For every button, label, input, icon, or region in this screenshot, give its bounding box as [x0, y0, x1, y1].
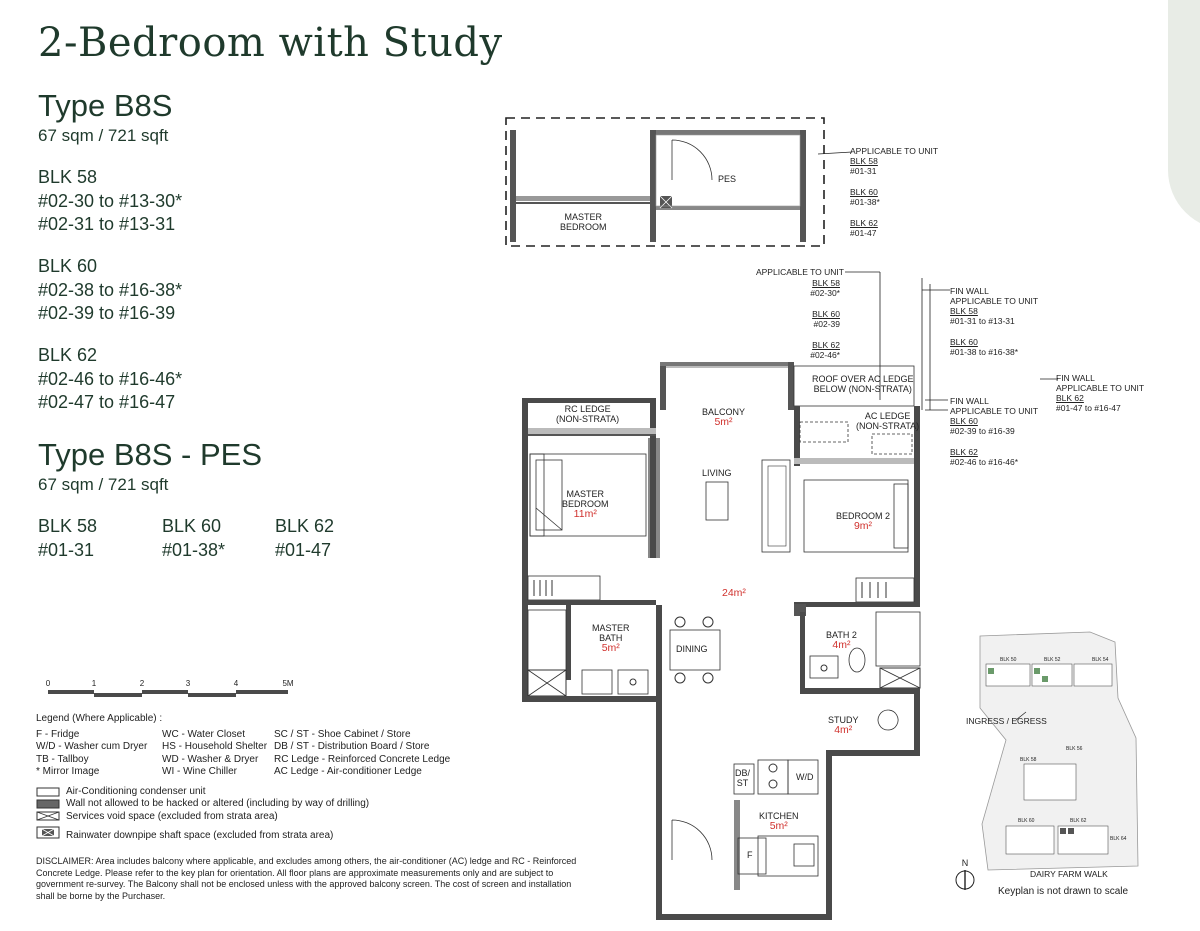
pes-block-62 [275, 515, 334, 562]
ac-condenser-icon [37, 788, 59, 796]
unit-range: #02-46 to #16-46* [38, 368, 183, 389]
callout-line: #01-38 to #16-38* [950, 347, 1019, 357]
pes-inset-plan [500, 110, 830, 250]
fin-wall-callout-3 [1056, 373, 1144, 413]
callout-line: #01-31 to #13-31 [950, 316, 1015, 326]
kitchen-title: KITCHEN [759, 811, 799, 821]
callout-heading: FIN WALL [950, 396, 989, 406]
legend-item: WD - Washer & Dryer [162, 753, 259, 765]
type-b8s-heading: Type B8S [38, 88, 173, 123]
callout-sub: APPLICABLE TO UNIT [950, 296, 1039, 306]
pes-label: PES [718, 174, 737, 184]
scale-tick: 4 [233, 679, 239, 688]
keyplan-block-label: BLK 54 [1092, 657, 1109, 663]
legend-heading: Legend (Where Applicable) : [36, 713, 163, 724]
legend-symbol-label: Rainwater downpipe shaft space (excluded from strata area) [66, 830, 334, 842]
keyplan-block-label: BLK 52 [1044, 657, 1061, 663]
side-tab [1168, 0, 1200, 230]
master-bedroom-title: MASTER [566, 489, 605, 499]
roof-over-ac-ledge-label [812, 374, 914, 394]
living-area-label [722, 588, 746, 598]
unit-range: #02-38 to #16-38* [38, 279, 183, 300]
block-name: BLK 58 [38, 516, 98, 536]
callout-line: BLK 58 [812, 278, 840, 288]
legend-item: * Mirror Image [36, 766, 100, 778]
callout-line: BLK 58 [850, 156, 878, 166]
type-b8s-pes-heading: Type B8S - PES [38, 437, 262, 472]
keyplan-block-label: BLK 58 [1020, 757, 1037, 763]
pes-block-60 [162, 515, 225, 562]
legend-col2 [162, 729, 267, 779]
kitchen-area: 5m² [769, 820, 788, 832]
callout-line: BLK 60 [850, 187, 878, 197]
scale-tick: 1 [91, 679, 97, 688]
legend-symbols [36, 786, 62, 842]
rc-ledge-title: RC LEDGE [564, 404, 611, 414]
balcony-title: BALCONY [702, 407, 746, 417]
legend-item: DB / ST - Distribution Board / Store [274, 741, 430, 753]
scale-bar [36, 676, 306, 700]
living-area: 24m² [722, 587, 746, 599]
keyplan-note: Keyplan is not drawn to scale [998, 886, 1129, 897]
unit-number: #01-31 [38, 539, 95, 560]
bedroom2-title: BEDROOM 2 [836, 511, 891, 521]
legend-item: TB - Tallboy [36, 753, 89, 765]
master-bedroom-label [562, 489, 609, 519]
keyplan-block-label: BLK 64 [1110, 836, 1127, 842]
legend-col1 [36, 729, 147, 779]
ac-ledge-title: AC LEDGE [864, 411, 911, 421]
callout-line: BLK 62 [850, 218, 878, 228]
callout-line: BLK 62 [1056, 393, 1084, 403]
ac-ledge-sub: (NON-STRATA) [856, 421, 920, 431]
living-label: LIVING [702, 468, 732, 478]
unit-number: #01-47 [275, 539, 332, 560]
legend-symbol-label: Services void space (excluded from strata area) [66, 810, 278, 822]
bath2-label [826, 630, 857, 650]
bedroom2-area: 9m² [853, 520, 873, 532]
legend-symbol-labels [66, 786, 369, 843]
ingress-egress-label: INGRESS / EGRESS [966, 716, 1047, 726]
b8s-block-60 [38, 255, 182, 326]
fridge-label: F [747, 850, 753, 860]
fin-wall-3-leader [1040, 374, 1060, 384]
applicable-mid-lines [790, 278, 840, 360]
callout-line: BLK 62 [812, 340, 840, 350]
keyplan-block-label: BLK 62 [1070, 818, 1087, 824]
study-title: STUDY [828, 715, 859, 725]
db-st-label [735, 768, 750, 788]
bedroom2-label [836, 511, 890, 531]
callout-line: BLK 62 [950, 447, 978, 457]
block-name: BLK 60 [162, 516, 222, 536]
callout-line: #01-47 to #16-47 [1056, 403, 1121, 413]
bath2-title: BATH 2 [826, 630, 857, 640]
north-label: N [961, 858, 969, 868]
block-name: BLK 58 [38, 167, 98, 187]
roof-over-line: BELOW (NON-STRATA) [813, 384, 912, 394]
legend-item: SC / ST - Shoe Cabinet / Store [274, 729, 411, 740]
unit-range: #02-47 to #16-47 [38, 392, 176, 412]
scale-tick: 3 [185, 679, 191, 688]
pes-master-bedroom-label: MASTER BEDROOM [560, 212, 607, 232]
structural-wall-icon [37, 800, 59, 808]
callout-sub: APPLICABLE TO UNIT [950, 406, 1039, 416]
callout-line: #02-46* [810, 350, 840, 360]
unit-range: #02-39 to #16-39 [38, 303, 176, 323]
scale-tick: 2 [139, 679, 145, 688]
master-bath-title: BATH [599, 633, 623, 643]
db-st-title: ST [736, 778, 749, 788]
bath2-area: 4m² [832, 639, 851, 651]
db-st-title: DB/ [735, 768, 751, 778]
callout-line: BLK 60 [950, 337, 978, 347]
rc-ledge-sub: (NON-STRATA) [556, 414, 620, 424]
callout-line: #02-30* [810, 288, 840, 298]
unit-range: #02-31 to #13-31 [38, 214, 176, 234]
legend-col3 [274, 729, 450, 779]
keyplan-block-label: BLK 50 [1000, 657, 1017, 663]
block-name: BLK 60 [38, 256, 98, 276]
rainwater-downpipe-icon [37, 827, 59, 838]
master-bedroom-title: BEDROOM [562, 499, 609, 509]
callout-line: BLK 58 [950, 306, 978, 316]
roof-over-line: ROOF OVER AC LEDGE [812, 374, 914, 384]
callout-line: #02-46 to #16-46* [950, 457, 1019, 467]
callout-line: #02-39 [813, 319, 840, 329]
legend-item: WI - Wine Chiller [162, 766, 238, 778]
callout-sub: APPLICABLE TO UNIT [1056, 383, 1145, 393]
type-b8s-pes-area: 67 sqm / 721 sqft [38, 475, 169, 494]
keyplan-block-label: BLK 60 [1018, 818, 1035, 824]
unit-number: #01-38* [162, 539, 226, 560]
callout-heading: FIN WALL [950, 286, 989, 296]
master-bath-title: MASTER [592, 623, 630, 633]
master-bath-label [592, 623, 630, 653]
callout-line: BLK 60 [950, 416, 978, 426]
kitchen-label [759, 811, 799, 831]
type-b8s-area: 67 sqm / 721 sqft [38, 126, 169, 145]
balcony-area: 5m² [714, 416, 733, 428]
page-title: 2-Bedroom with Study [38, 20, 503, 66]
callout-line: #01-47 [850, 228, 877, 238]
pes-block-58 [38, 515, 97, 562]
scale-tick: 5M [282, 679, 294, 688]
legend-item: HS - Household Shelter [162, 741, 268, 753]
dining-label: DINING [676, 644, 708, 654]
callout-line: #02-39 to #16-39 [950, 426, 1015, 436]
services-void-icon [37, 812, 59, 820]
callout-heading: APPLICABLE TO UNIT [850, 146, 939, 156]
study-area: 4m² [834, 724, 853, 736]
b8s-block-62 [38, 344, 182, 415]
legend-symbol-label: Wall not allowed to be hacked or altered (including by way of drilling) [66, 798, 370, 810]
unit-range: #02-30 to #13-30* [38, 190, 183, 211]
rc-ledge-label [556, 404, 619, 424]
balcony-label [702, 407, 745, 427]
block-name: BLK 62 [38, 345, 98, 365]
north-arrow-icon [953, 856, 979, 892]
master-bath-area: 5m² [601, 642, 620, 654]
legend-item: F - Fridge [36, 729, 80, 740]
disclaimer: DISCLAIMER: Area includes balcony where applicable, and excludes among others, the air-conditioner (AC) ledge and RC - Reinforced Concrete Ledge. Please refer to the key plan for orientation. All floor plans are approximate measurements only and are subject to government re-survey. The Balcony shall not be enclosed unless with the approved balcony screen. The cost of screen and installation shall be borne by the Purchaser. [36, 856, 577, 901]
wd-label: W/D [796, 772, 814, 782]
legend-item: AC Ledge - Air-conditioner Ledge [274, 766, 422, 778]
master-bedroom-area: 11m² [573, 508, 597, 520]
legend-item: W/D - Washer cum Dryer [36, 741, 148, 753]
legend-symbol-label: Air-Conditioning condenser unit [66, 786, 206, 797]
callout-heading: FIN WALL [1056, 373, 1095, 383]
legend-item: RC Ledge - Reinforced Concrete Ledge [274, 753, 451, 765]
scale-tick: 0 [45, 679, 51, 688]
block-name: BLK 62 [275, 516, 335, 536]
callout-line: BLK 60 [812, 309, 840, 319]
ac-ledge-label [856, 411, 919, 431]
applicable-mid-callout [750, 267, 844, 277]
pes-callout-line [818, 144, 854, 164]
callout-heading: APPLICABLE TO UNIT [755, 267, 844, 277]
fin-wall-callout-2 [950, 396, 1038, 467]
legend-item: WC - Water Closet [162, 729, 245, 740]
road-label: DAIRY FARM WALK [1030, 869, 1108, 879]
fin-wall-callout-1 [950, 286, 1038, 357]
callout-line: #01-31 [850, 166, 877, 176]
study-label [828, 715, 859, 735]
b8s-block-58 [38, 166, 182, 237]
pes-callout [850, 146, 938, 238]
keyplan-block-label: BLK 56 [1066, 746, 1083, 752]
callout-line: #01-38* [850, 197, 880, 207]
